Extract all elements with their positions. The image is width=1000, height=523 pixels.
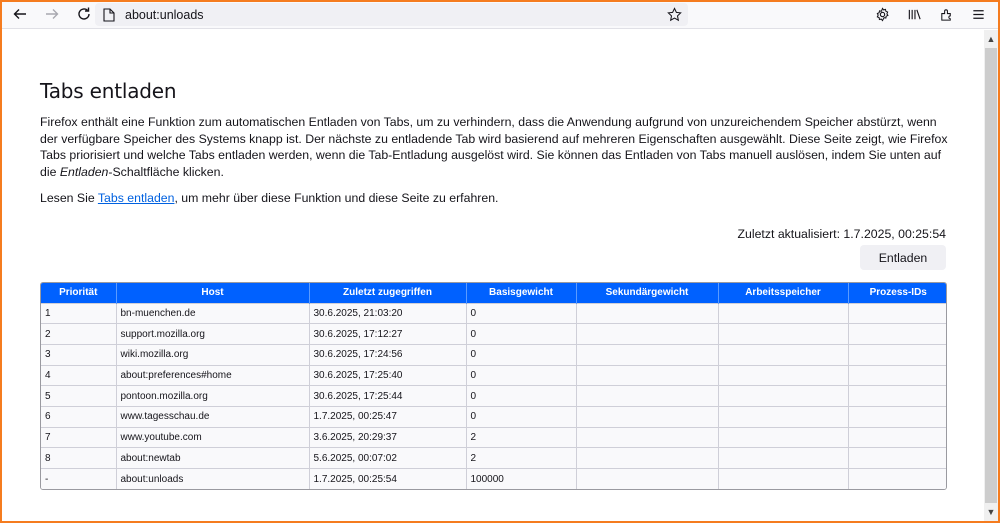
cell-base-weight: 100000 [466, 469, 576, 490]
page-icon [103, 8, 115, 22]
table-row [41, 324, 947, 345]
column-header-process-ids[interactable]: Prozess-IDs [848, 283, 947, 303]
cell-memory [718, 344, 848, 365]
settings-button[interactable] [870, 3, 894, 26]
cell-host: support.mozilla.org [116, 324, 309, 345]
cell-memory [718, 365, 848, 386]
reload-icon [76, 6, 92, 22]
column-header-host[interactable]: Host [116, 283, 309, 303]
cell-memory [718, 324, 848, 345]
cell-last-accessed: 30.6.2025, 17:12:27 [309, 324, 466, 345]
bookmark-star-icon[interactable] [667, 7, 682, 22]
scroll-up-arrow-icon[interactable]: ▲ [986, 34, 996, 44]
cell-base-weight: 0 [466, 386, 576, 407]
library-button[interactable] [902, 3, 926, 26]
url-bar[interactable] [95, 3, 688, 26]
cell-memory [718, 469, 848, 490]
table-row [41, 303, 947, 324]
column-header-priority[interactable]: Priorität [41, 283, 116, 303]
column-header-memory[interactable]: Arbeitsspeicher [718, 283, 848, 303]
scroll-down-arrow-icon[interactable]: ▼ [986, 507, 996, 517]
cell-secondary-weight [576, 386, 718, 407]
table-row [41, 469, 947, 490]
cell-process-ids [848, 427, 947, 448]
cell-host: about:newtab [116, 448, 309, 469]
cell-last-accessed: 1.7.2025, 00:25:47 [309, 406, 466, 427]
cell-process-ids [848, 469, 947, 490]
cell-base-weight: 2 [466, 448, 576, 469]
cell-priority: 1 [41, 303, 116, 324]
cell-last-accessed: 30.6.2025, 17:25:40 [309, 365, 466, 386]
cell-base-weight: 0 [466, 324, 576, 345]
menu-button[interactable] [966, 3, 990, 26]
cell-memory [718, 448, 848, 469]
cell-base-weight: 0 [466, 406, 576, 427]
cell-process-ids [848, 386, 947, 407]
hamburger-menu-icon [971, 7, 986, 22]
url-text[interactable]: about:unloads [125, 7, 204, 22]
cell-last-accessed: 1.7.2025, 00:25:54 [309, 469, 466, 490]
table-row [41, 448, 947, 469]
cell-secondary-weight [576, 344, 718, 365]
forward-arrow-icon [44, 6, 60, 22]
cell-secondary-weight [576, 406, 718, 427]
cell-priority: - [41, 469, 116, 490]
cell-memory [718, 427, 848, 448]
scrollbar-thumb[interactable] [985, 48, 997, 503]
table-row [41, 365, 947, 386]
unload-table [41, 283, 947, 489]
tabs-unload-link[interactable]: Tabs entladen [97, 191, 175, 205]
forward-button[interactable] [38, 2, 66, 26]
unload-table-container [40, 282, 947, 490]
gear-icon [875, 7, 890, 22]
description-text: Firefox enthält eine Funktion zum automatischen Entladen von Tabs, um zu verhindern, dass die Anwendung aufgrund von unzureichendem Speicher abstürzt, wenn der verfügbare Speicher des Systems knapp ist. Der nächste zu entladende Tab wird basierend auf mehreren Eigenschaften ausgewählt. Diese Seite zeigt, wie Firefox Tabs priorisiert und welche Tabs entladen werden, wenn die Tab-Entladung ausgelöst wird. Sie können das Entladen von Tabs manuell auslösen, indem Sie unten auf die [40, 115, 948, 179]
cell-priority: 5 [41, 386, 116, 407]
back-arrow-icon [12, 6, 28, 22]
library-icon [907, 7, 922, 22]
column-header-last-accessed[interactable]: Zuletzt zugegriffen [309, 283, 466, 303]
cell-secondary-weight [576, 469, 718, 490]
cell-last-accessed: 3.6.2025, 20:29:37 [309, 427, 466, 448]
cell-host: about:unloads [116, 469, 309, 490]
cell-secondary-weight [576, 427, 718, 448]
reload-button[interactable] [70, 2, 98, 26]
page-content [2, 30, 984, 521]
cell-base-weight: 2 [466, 427, 576, 448]
toolbar-right [870, 3, 990, 26]
extensions-button[interactable] [934, 3, 958, 26]
cell-memory [718, 406, 848, 427]
description-emphasis: Entladen [59, 164, 109, 179]
table-row [41, 406, 947, 427]
page-title: Tabs entladen [40, 79, 177, 103]
cell-host: about:preferences#home [116, 365, 309, 386]
last-updated-text: Zuletzt aktualisiert: 1.7.2025, 00:25:54 [737, 227, 946, 241]
unload-button[interactable]: Entladen [860, 245, 946, 270]
cell-memory [718, 386, 848, 407]
cell-host: www.tagesschau.de [116, 406, 309, 427]
cell-last-accessed: 30.6.2025, 21:03:20 [309, 303, 466, 324]
table-header-row [41, 283, 947, 303]
page-description [40, 114, 950, 180]
cell-process-ids [848, 344, 947, 365]
cell-secondary-weight [576, 303, 718, 324]
cell-process-ids [848, 406, 947, 427]
cell-priority: 3 [41, 344, 116, 365]
cell-host: www.youtube.com [116, 427, 309, 448]
table-row [41, 427, 947, 448]
extensions-icon [939, 7, 954, 22]
back-button[interactable] [6, 2, 34, 26]
cell-base-weight: 0 [466, 303, 576, 324]
column-header-secondary-weight[interactable]: Sekundärgewicht [576, 283, 718, 303]
column-header-base-weight[interactable]: Basisgewicht [466, 283, 576, 303]
cell-last-accessed: 30.6.2025, 17:25:44 [309, 386, 466, 407]
cell-host: wiki.mozilla.org [116, 344, 309, 365]
readmore-suffix: , um mehr über diese Funktion und diese Seite zu erfahren. [174, 191, 499, 205]
cell-secondary-weight [576, 448, 718, 469]
cell-priority: 4 [41, 365, 116, 386]
cell-priority: 6 [41, 406, 116, 427]
cell-base-weight: 0 [466, 365, 576, 386]
cell-process-ids [848, 303, 947, 324]
cell-memory [718, 303, 848, 324]
table-row [41, 344, 947, 365]
cell-priority: 2 [41, 324, 116, 345]
cell-secondary-weight [576, 365, 718, 386]
description-text-end: -Schaltfläche klicken. [108, 164, 224, 179]
cell-last-accessed: 5.6.2025, 00:07:02 [309, 448, 466, 469]
readmore-prefix: Lesen Sie [40, 191, 98, 205]
browser-toolbar [0, 0, 1000, 29]
cell-secondary-weight [576, 324, 718, 345]
cell-priority: 7 [41, 427, 116, 448]
cell-last-accessed: 30.6.2025, 17:24:56 [309, 344, 466, 365]
read-more-line [40, 191, 498, 205]
table-row [41, 386, 947, 407]
cell-host: pontoon.mozilla.org [116, 386, 309, 407]
cell-priority: 8 [41, 448, 116, 469]
cell-process-ids [848, 448, 947, 469]
cell-process-ids [848, 324, 947, 345]
cell-base-weight: 0 [466, 344, 576, 365]
cell-host: bn-muenchen.de [116, 303, 309, 324]
cell-process-ids [848, 365, 947, 386]
vertical-scrollbar[interactable] [984, 30, 998, 521]
